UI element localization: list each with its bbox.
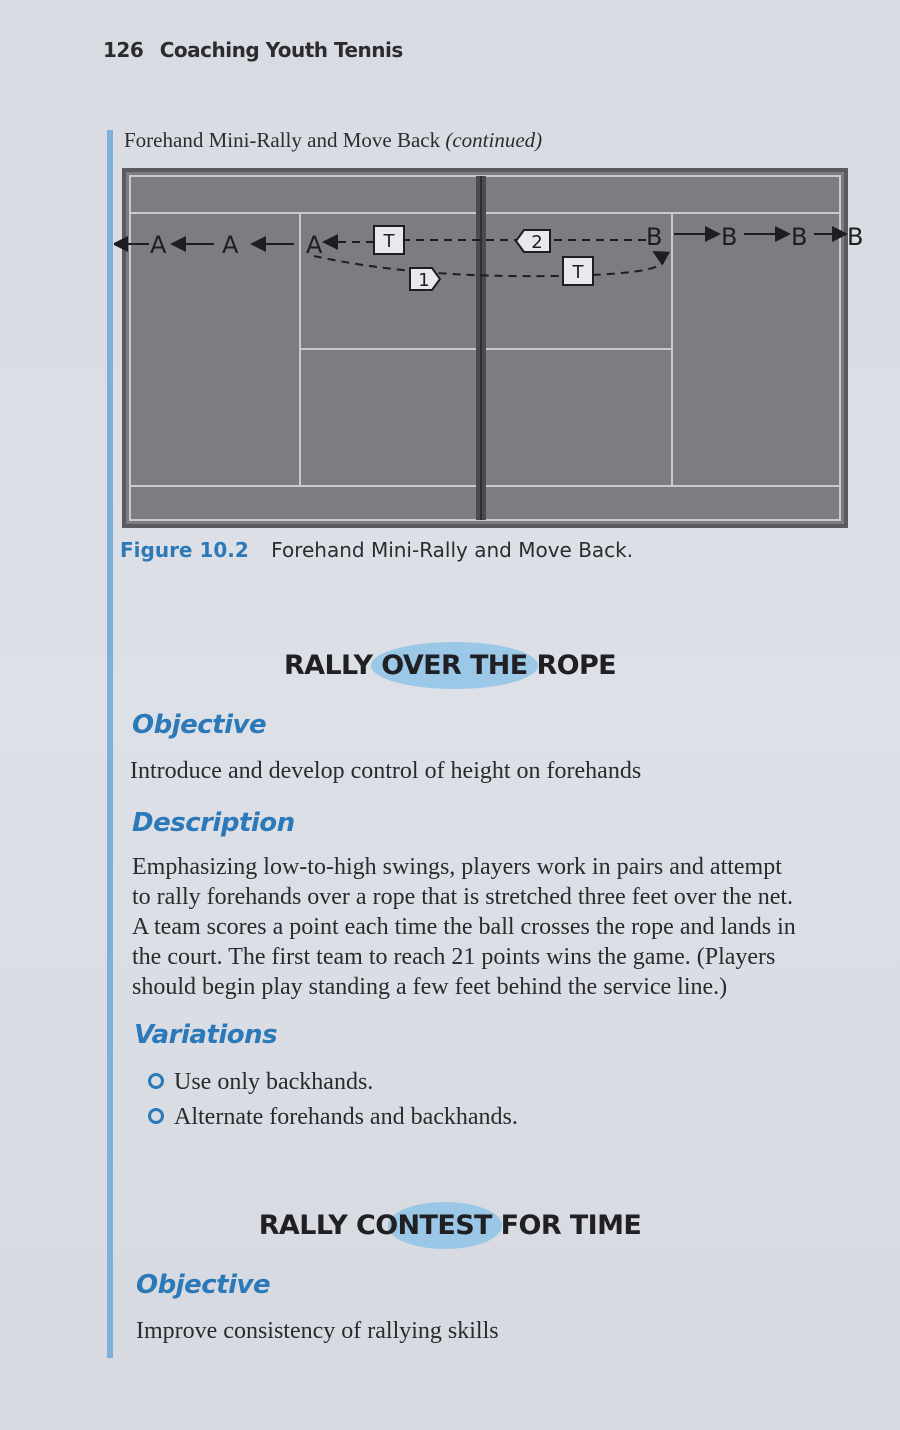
figure-number: Figure 10.2 bbox=[120, 538, 249, 562]
bullet-icon bbox=[148, 1073, 164, 1089]
list-item-text: Alternate forehands and backhands. bbox=[174, 1104, 518, 1130]
objective-heading: Objective bbox=[132, 710, 267, 740]
objective-text: Introduce and develop control of height on forehands bbox=[130, 758, 642, 784]
player-b-label-3: B bbox=[791, 223, 808, 251]
objective-heading-2: Objective bbox=[136, 1270, 271, 1300]
variations-heading: Variations bbox=[134, 1020, 278, 1050]
description-line: should begin play standing a few feet behind the service line.) bbox=[132, 974, 728, 1000]
tosser-label-left: T bbox=[383, 231, 395, 252]
figure-continued-title bbox=[124, 128, 542, 153]
list-item-text: Use only backhands. bbox=[174, 1069, 374, 1095]
title-part: RALLY bbox=[283, 650, 382, 681]
player-b-label-1: B bbox=[646, 223, 663, 251]
description-text bbox=[132, 852, 796, 1002]
variations-list bbox=[148, 1065, 518, 1135]
bullet-icon bbox=[148, 1108, 164, 1124]
title-part: RALLY CO bbox=[258, 1210, 398, 1241]
running-head bbox=[103, 38, 403, 62]
section-title-rally-contest bbox=[0, 1210, 900, 1241]
book-title: Coaching Youth Tennis bbox=[159, 38, 403, 62]
figure-title: Forehand Mini-Rally and Move Back bbox=[124, 128, 441, 152]
shot-1-label: 1 bbox=[418, 270, 430, 291]
description-line: A team scores a point each time the ball crosses the rope and lands in bbox=[132, 914, 796, 940]
tennis-court-diagram bbox=[114, 166, 874, 538]
continued-label: (continued) bbox=[445, 128, 543, 152]
player-a-label-2: A bbox=[222, 231, 239, 259]
title-part: FOR TIME bbox=[491, 1210, 642, 1241]
description-line: Emphasizing low-to-high swings, players work in pairs and attempt bbox=[132, 854, 782, 880]
player-a-label-1: A bbox=[150, 231, 167, 259]
figure-caption-text: Forehand Mini-Rally and Move Back. bbox=[271, 538, 634, 562]
description-line: to rally forehands over a rope that is stretched three feet over the net. bbox=[132, 884, 794, 910]
list-item bbox=[148, 1100, 518, 1135]
page-number: 126 bbox=[103, 38, 144, 62]
section-title-rally-over-rope bbox=[0, 650, 900, 681]
player-a-label-3: A bbox=[306, 231, 323, 259]
shot-2-label: 2 bbox=[531, 232, 543, 253]
margin-rule bbox=[107, 130, 113, 1358]
figure-caption bbox=[120, 538, 633, 562]
title-highlight: NTEST bbox=[397, 1210, 492, 1241]
player-b-label-4: B bbox=[847, 223, 864, 251]
title-highlight: OVER THE bbox=[381, 650, 528, 681]
description-heading: Description bbox=[132, 808, 295, 838]
player-b-label-2: B bbox=[721, 223, 738, 251]
description-line: the court. The first team to reach 21 points wins the game. (Players bbox=[132, 944, 776, 970]
list-item bbox=[148, 1065, 518, 1100]
tosser-label-right: T bbox=[572, 262, 584, 283]
objective-text-2: Improve consistency of rallying skills bbox=[136, 1318, 499, 1344]
title-part: ROPE bbox=[527, 650, 617, 681]
